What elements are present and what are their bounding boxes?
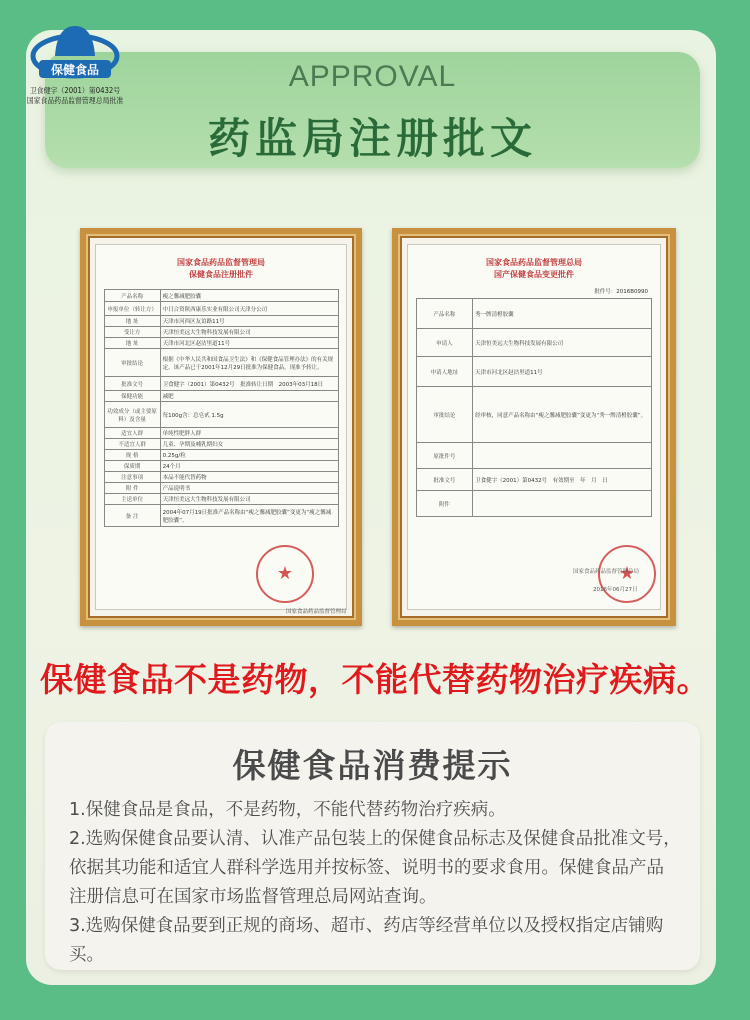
cert-row-label: 产品名称 xyxy=(104,290,160,302)
approval-number-line xyxy=(408,287,648,295)
approval-number: 2016B0990 xyxy=(616,289,648,295)
cert-row xyxy=(104,483,338,494)
cert-row-value: 本品不能代替药物 xyxy=(160,472,338,483)
cert-row xyxy=(104,402,338,428)
tip-item: 1.保健食品是食品，不是药物，不能代替药物治疗疾病。 xyxy=(69,800,506,820)
cert-row-label: 原批件号 xyxy=(416,443,473,469)
consumer-tips-panel xyxy=(45,722,700,970)
cert-title-line2: 保健食品注册批件 xyxy=(189,270,253,279)
registration-certificate xyxy=(80,228,362,626)
cert-row-label: 附件 xyxy=(416,491,473,517)
cert-row-value: 产品说明书 xyxy=(160,483,338,494)
cert-row xyxy=(416,469,652,491)
cert-row xyxy=(104,439,338,450)
cert-row-value: 天津恒美远大生物科技发展有限公司 xyxy=(160,494,338,505)
blue-hat-icon xyxy=(29,22,121,84)
certificate-paper xyxy=(95,244,347,615)
cert-row-label: 规 格 xyxy=(104,450,160,461)
cert-row-value: 根据《中华人民共和国食品卫生法》和《保健食品管理办法》的有关规定，该产品已于2001年12月29日批准为保健食品，现准予转让。 xyxy=(160,349,338,377)
header-cn-title: 药监局注册批文 xyxy=(207,114,537,163)
health-food-logo xyxy=(20,22,130,122)
cert-row-value: 秀一牌清橙胶囊 xyxy=(473,299,652,329)
cert-row xyxy=(104,450,338,461)
cert-row-label: 审批结论 xyxy=(416,387,473,443)
cert-row-label: 保健功能 xyxy=(104,391,160,402)
warning-banner: 保健食品不是药物，不能代替药物治疗疾病。 xyxy=(40,660,710,699)
cert-row-label: 不适宜人群 xyxy=(104,439,160,450)
cert-row xyxy=(416,357,652,387)
cert-row xyxy=(104,391,338,402)
certificate-table xyxy=(104,289,339,527)
cert-title-line2: 国产保健食品变更批件 xyxy=(494,270,574,279)
seal-caption: 国家食品药品监督管理局 xyxy=(286,609,347,615)
cert-row-value: 天津恒美远大生物科技发展有限公司 xyxy=(473,329,652,357)
cert-row xyxy=(104,349,338,377)
certificate-table xyxy=(416,298,653,517)
logo-name: 保健食品 xyxy=(50,63,100,77)
cert-row xyxy=(416,299,652,329)
cert-row-label: 主送单位 xyxy=(104,494,160,505)
cert-row xyxy=(416,491,652,517)
cert-row xyxy=(104,327,338,338)
cert-row-label: 地 址 xyxy=(104,338,160,349)
official-seal xyxy=(256,545,314,603)
seal-star-icon: ★ xyxy=(618,563,636,584)
cert-row-value: 2004年07月19日批准产品名称由“瘦之馨减肥胶囊”变更为“瘦之馨减肥胶囊”。 xyxy=(160,505,338,527)
tip-item: 3.选购保健食品要到正规的商场、超市、药店等经营单位以及授权指定店铺购买。 xyxy=(69,916,664,965)
cert-row xyxy=(104,290,338,302)
cert-row-value: 儿童、孕期及哺乳期妇女 xyxy=(160,439,338,450)
cert-row-label: 注意事项 xyxy=(104,472,160,483)
cert-row-value: 减肥 xyxy=(160,391,338,402)
cert-row-value: 每100g含：总皂甙 1.5g xyxy=(160,402,338,428)
seal-star-icon: ★ xyxy=(276,563,294,584)
cert-row xyxy=(104,316,338,327)
cert-row-value: 单纯性肥胖人群 xyxy=(160,428,338,439)
cert-row-value: 天津市河西区友谊路11号 xyxy=(160,316,338,327)
cert-row-value: 天津市河北区赵沽里道11号 xyxy=(473,357,652,387)
cert-row xyxy=(416,443,652,469)
cert-row xyxy=(104,338,338,349)
cert-row-label: 适宜人群 xyxy=(104,428,160,439)
cert-row-label: 申请人 xyxy=(416,329,473,357)
cert-row xyxy=(104,461,338,472)
cert-row-label: 审批结论 xyxy=(104,349,160,377)
cert-row-value xyxy=(473,491,652,517)
certificate-paper xyxy=(407,244,661,610)
cert-row xyxy=(104,505,338,527)
cert-row-label: 申报单位（转让方） xyxy=(104,302,160,316)
cert-row-value: 24个月 xyxy=(160,461,338,472)
cert-row-value: 瘦之馨减肥胶囊 xyxy=(160,290,338,302)
tips-title: 保健食品消费提示 xyxy=(232,746,513,785)
approval-number-label: 批件号： xyxy=(594,289,617,295)
header-en-title: APPROVAL xyxy=(288,60,457,93)
cert-title-line1: 国家食品药品监督管理总局 xyxy=(486,258,582,267)
cert-row-label: 备 注 xyxy=(104,505,160,527)
cert-row xyxy=(104,428,338,439)
cert-row-value xyxy=(473,443,652,469)
cert-row xyxy=(416,387,652,443)
cert-row-value: 天津市河北区赵沽里道11号 xyxy=(160,338,338,349)
seal-caption: 国家食品药品监督管理总局 xyxy=(573,569,640,575)
seal-date: 2016年06月27日 xyxy=(593,587,638,593)
cert-row xyxy=(104,472,338,483)
cert-row-label: 功效成分（或主要原料）及含量 xyxy=(104,402,160,428)
cert-row xyxy=(104,377,338,391)
cert-row-label: 产品名称 xyxy=(416,299,473,329)
cert-row-value: 卫食健字（2001）第0432号 批准转让日期 2003年03月18日 xyxy=(160,377,338,391)
change-certificate xyxy=(392,228,676,626)
cert-row-label: 批准文号 xyxy=(104,377,160,391)
cert-row xyxy=(104,494,338,505)
logo-reg-number: 卫食健字（2001）第0432号 xyxy=(29,86,121,95)
cert-row-label: 保质期 xyxy=(104,461,160,472)
tip-item: 2.选购保健食品要认清、认准产品包装上的保健食品标志及保健食品批准文号，依据其功能和适宜人群科学选用并按标签、说明书的要求食用。保健食品产品注册信息可在国家市场监督管理总局网站查询。 xyxy=(69,829,681,907)
cert-row xyxy=(416,329,652,357)
cert-row-value: 卫食健字（2001）第0432号 有效期至 年 月 日 xyxy=(473,469,652,491)
cert-title-line1: 国家食品药品监督管理局 xyxy=(177,258,265,267)
cert-row-label: 批准文号 xyxy=(416,469,473,491)
cert-row-value: 天津恒美远大生物科技发展有限公司 xyxy=(160,327,338,338)
cert-row xyxy=(104,302,338,316)
cert-row-value: 中日合资陕西康乐实业有限公司天津分公司 xyxy=(160,302,338,316)
cert-row-label: 申请人地址 xyxy=(416,357,473,387)
cert-row-label: 受让方 xyxy=(104,327,160,338)
approval-header xyxy=(45,52,700,168)
cert-row-label: 附 件 xyxy=(104,483,160,494)
cert-row-value: 0.25g/粒 xyxy=(160,450,338,461)
cert-row-label: 地 址 xyxy=(104,316,160,327)
logo-authority: 国家食品药品监督管理总局批准 xyxy=(26,96,124,105)
cert-row-value: 经审核，同意产品名称由“瘦之馨减肥胶囊”变更为“秀一牌清橙胶囊”。 xyxy=(473,387,652,443)
